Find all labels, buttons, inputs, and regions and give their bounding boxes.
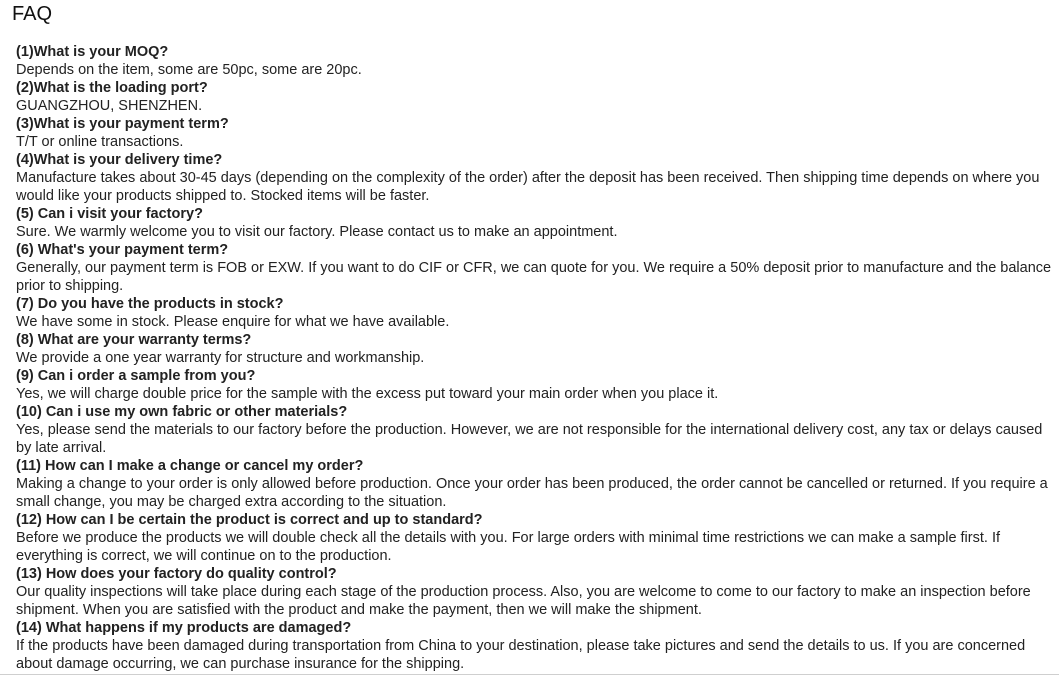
faq-answer-4: Manufacture takes about 30-45 days (depending on the complexity of the order) after the deposit has been received. Then shipping time depends on where you would like your products shipped to. Stocked items will be faster. bbox=[16, 170, 1040, 204]
faq-item-2 bbox=[16, 79, 1054, 115]
faq-item-11 bbox=[16, 457, 1054, 511]
faq-answer-12: Before we produce the products we will double check all the details with you. For large orders with minimal time restrictions we can make a sample first. If everything is correct, we will continue on to the production. bbox=[16, 530, 1001, 564]
faq-answer-13: Our quality inspections will take place during each stage of the production process. Also, you are welcome to come to our factory to make an inspection before shipment. When you are satisfied with the product and make the payment, then we will make the shipment. bbox=[16, 584, 1031, 618]
faq-item-8 bbox=[16, 331, 1054, 367]
faq-question-12: (12) How can I be certain the product is correct and up to standard? bbox=[16, 512, 483, 528]
page-title: FAQ bbox=[12, 3, 53, 25]
faq-question-3: (3)What is your payment term? bbox=[16, 116, 229, 132]
faq-list bbox=[16, 43, 1054, 673]
faq-item-9 bbox=[16, 367, 1054, 403]
faq-answer-6: Generally, our payment term is FOB or EXW. If you want to do CIF or CFR, we can quote for you. We require a 50% deposit prior to manufacture and the balance prior to shipping. bbox=[16, 260, 1052, 294]
faq-item-6 bbox=[16, 241, 1054, 295]
faq-question-1: (1)What is your MOQ? bbox=[16, 44, 169, 60]
faq-item-10 bbox=[16, 403, 1054, 457]
faq-answer-8: We provide a one year warranty for structure and workmanship. bbox=[16, 350, 425, 366]
faq-item-3 bbox=[16, 115, 1054, 151]
faq-answer-3: T/T or online transactions. bbox=[16, 134, 184, 150]
faq-item-13 bbox=[16, 565, 1054, 619]
faq-question-14: (14) What happens if my products are damaged? bbox=[16, 620, 352, 636]
faq-answer-2: GUANGZHOU, SHENZHEN. bbox=[16, 98, 203, 114]
faq-answer-11: Making a change to your order is only allowed before production. Once your order has been produced, the order cannot be cancelled or returned. If you require a small change, you may be charged extra according to the situation. bbox=[16, 476, 1048, 510]
faq-question-2: (2)What is the loading port? bbox=[16, 80, 208, 96]
faq-question-9: (9) Can i order a sample from you? bbox=[16, 368, 256, 384]
faq-question-4: (4)What is your delivery time? bbox=[16, 152, 223, 168]
faq-item-1 bbox=[16, 43, 1054, 79]
faq-question-6: (6) What's your payment term? bbox=[16, 242, 229, 258]
faq-item-4 bbox=[16, 151, 1054, 205]
faq-answer-10: Yes, please send the materials to our factory before the production. However, we are not responsible for the international delivery cost, any tax or delays caused by late arrival. bbox=[16, 422, 1043, 456]
faq-question-8: (8) What are your warranty terms? bbox=[16, 332, 252, 348]
faq-answer-9: Yes, we will charge double price for the sample with the excess put toward your main order when you place it. bbox=[16, 386, 719, 402]
faq-question-7: (7) Do you have the products in stock? bbox=[16, 296, 284, 312]
faq-answer-1: Depends on the item, some are 50pc, some are 20pc. bbox=[16, 62, 362, 78]
bottom-divider bbox=[0, 674, 1059, 675]
faq-item-5 bbox=[16, 205, 1054, 241]
faq-question-11: (11) How can I make a change or cancel my order? bbox=[16, 458, 364, 474]
faq-question-10: (10) Can i use my own fabric or other materials? bbox=[16, 404, 348, 420]
faq-question-13: (13) How does your factory do quality control? bbox=[16, 566, 337, 582]
faq-item-14 bbox=[16, 619, 1054, 673]
faq-question-5: (5) Can i visit your factory? bbox=[16, 206, 203, 222]
faq-item-7 bbox=[16, 295, 1054, 331]
faq-answer-14: If the products have been damaged during transportation from China to your destination, please take pictures and send the details to us. If you are concerned about damage occurring, we can purchase insurance for the shipping. bbox=[16, 638, 1026, 672]
faq-answer-7: We have some in stock. Please enquire for what we have available. bbox=[16, 314, 450, 330]
faq-answer-5: Sure. We warmly welcome you to visit our factory. Please contact us to make an appointment. bbox=[16, 224, 618, 240]
faq-item-12 bbox=[16, 511, 1054, 565]
